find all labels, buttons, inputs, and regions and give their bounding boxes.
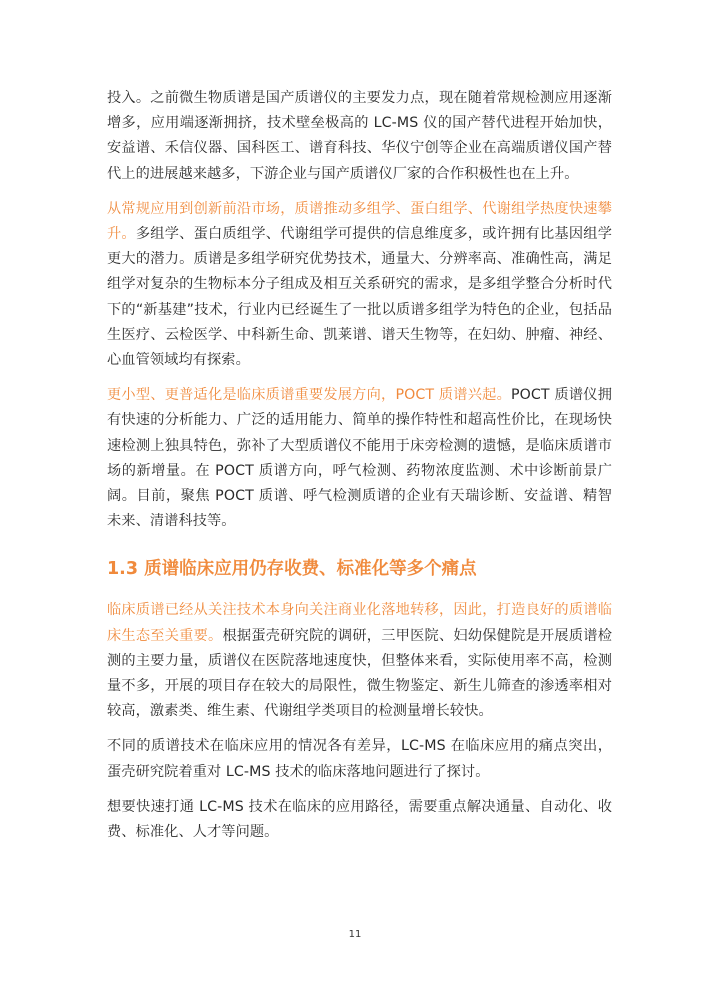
paragraph-5 [107, 734, 612, 784]
document-body [107, 86, 612, 855]
paragraph-1-text: 投入。之前微生物质谱是国产质谱仪的主要发力点，现在随着常规检测应用逐渐增多，应用端逐渐拥挤，技术壁垒极高的 LC-MS 仪的国产替代进程开始加快，安益谱、禾信仪器、国科医工、谱育科技、华仪宁创等企业在高端质谱仪国产替代上的进展越来越多，下游企业与国产质谱仪厂家的合作积极性也在上升。 [107, 90, 612, 182]
paragraph-1 [107, 86, 612, 187]
paragraph-2 [107, 197, 612, 373]
paragraph-6-text: 想要快速打通 LC-MS 技术在临床的应用路径，需要重点解决通量、自动化、收费、标准化、人才等问题。 [107, 798, 612, 841]
paragraph-2-text: 多组学、蛋白质组学、代谢组学可提供的信息维度多，或许拥有比基因组学更大的潜力。质谱是多组学研究优势技术，通量大、分辨率高、准确性高，满足组学对复杂的生物标本分子组成及相互关系研究的需求，是多组学整合分析时代下的“新基建”技术，行业内已经诞生了一批以质谱多组学为特色的企业，包括品生医疗、云检医学、中科新生命、凯莱谱、谱天生物等，在妇幼、肿瘤、神经、心血管领域均有探索。 [107, 226, 612, 369]
page-number: 11 [348, 929, 362, 940]
paragraph-6 [107, 795, 612, 845]
paragraph-3-text: POCT 质谱仪拥有快速的分析能力、广泛的适用能力、简单的操作特性和超高性价比，在现场快速检测上独具特色，弥补了大型质谱仪不能用于床旁检测的遗憾，是临床质谱市场的新增量。在 POCT 质谱方向，呼气检测、药物浓度监测、术中诊断前景广阔。目前，聚焦 POCT 质谱、呼气检测质谱的企业有天瑞诊断、安益谱、精智未来、清谱科技等。 [107, 387, 612, 530]
paragraph-5-text: 不同的质谱技术在临床应用的情况各有差异，LC-MS 在临床应用的痛点突出，蛋壳研究院着重对 LC-MS 技术的临床落地问题进行了探讨。 [107, 738, 612, 780]
paragraph-4-text: 根据蛋壳研究院的调研，三甲医院、妇幼保健院是开展质谱检测的主要力量，质谱仪在医院落地速度快，但整体来看，实际使用率不高，检测量不多，开展的项目存在较大的局限性，微生物鉴定、新生儿筛查的渗透率相对较高，激素类、维生素、代谢组学类项目的检测量增长较快。 [107, 627, 612, 720]
paragraph-3 [107, 383, 612, 534]
paragraph-4 [107, 598, 612, 724]
paragraph-3-highlight: 更小型、更普适化是临床质谱重要发展方向，POCT 质谱兴起。 [107, 387, 511, 404]
paragraph-2-highlight: 从常规应用到创新前沿市场，质谱推动多组学、蛋白组学、代谢组学热度快速攀升。 [107, 200, 612, 243]
section-heading: 1.3 质谱临床应用仍存收费、标准化等多个痛点 [107, 559, 477, 580]
paragraph-4-highlight: 临床质谱已经从关注技术本身向关注商业化落地转移，因此，打造良好的质谱临床生态至关重要。 [107, 602, 612, 644]
